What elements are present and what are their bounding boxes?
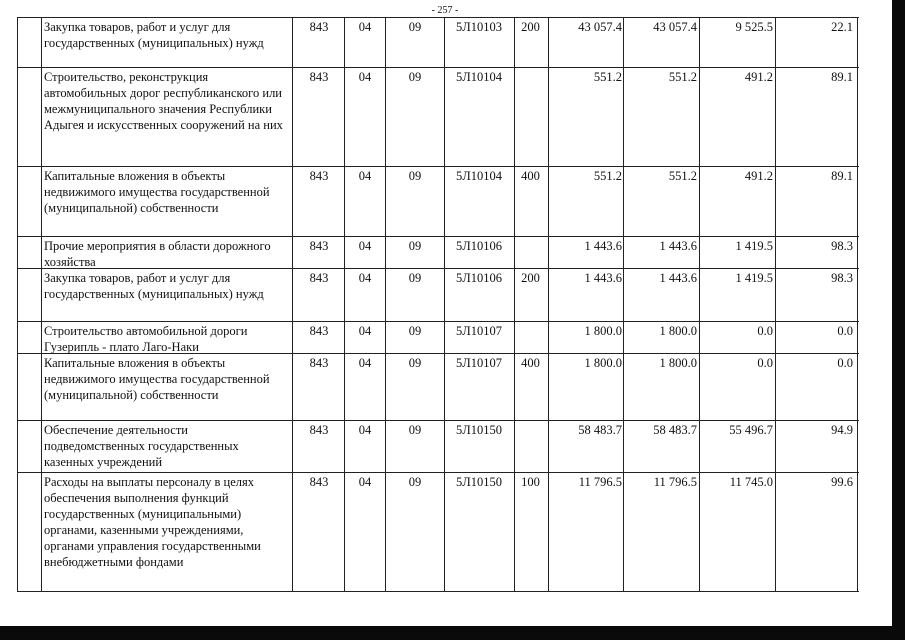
section-code: 04 (358, 475, 372, 489)
subsection-code: 09 (408, 475, 422, 489)
subsection-code: 09 (408, 20, 422, 34)
expense-type-code: 100 (521, 475, 540, 489)
refined-plan-amount: 1 800.0 (659, 356, 697, 370)
refined-plan-amount: 1 443.6 (659, 271, 697, 285)
row-divider (17, 472, 859, 473)
admin-code: 843 (309, 475, 329, 489)
plan-amount: 1 800.0 (584, 324, 622, 338)
plan-amount: 43 057.4 (578, 20, 622, 34)
row-name: Прочие мероприятия в области дорожного хозяйства (44, 239, 271, 269)
execution-percent: 99.6 (831, 475, 853, 489)
plan-amount: 551.2 (593, 70, 622, 84)
refined-plan-amount: 551.2 (668, 169, 697, 183)
subsection-code: 09 (408, 324, 422, 338)
actual-amount: 491.2 (744, 70, 773, 84)
execution-percent: 89.1 (831, 70, 853, 84)
expense-type-code: 400 (521, 169, 540, 183)
execution-percent: 89.1 (831, 169, 853, 183)
admin-code: 843 (309, 239, 329, 253)
row-name: Строительство, реконструкция автомобильных дорог республиканского или межмуниципального значения Республики Адыгея и искусственных сооружений на них (44, 70, 283, 132)
row-name: Расходы на выплаты персоналу в целях обеспечения выполнения функций государственных (муниципальными) органами, казенными учреждениями, органами управления государственными внебюджетными фондами (44, 475, 261, 569)
admin-code: 843 (309, 70, 329, 84)
row-name: Закупка товаров, работ и услуг для государственных (муниципальных) нужд (44, 271, 264, 301)
target-article-code: 5Л10104 (456, 70, 502, 84)
expense-type-code: 400 (521, 356, 540, 370)
admin-code: 843 (309, 423, 329, 437)
section-code: 04 (358, 423, 372, 437)
execution-percent: 0.0 (837, 356, 853, 370)
row-divider (17, 420, 859, 421)
target-article-code: 5Л10107 (456, 324, 502, 338)
actual-amount: 491.2 (744, 169, 773, 183)
row-name: Строительство автомобильной дороги Гузерипль - плато Лаго-Наки (44, 324, 248, 354)
row-name: Капитальные вложения в объекты недвижимого имущества государственной (муниципальной) собственности (44, 356, 270, 402)
section-code: 04 (358, 20, 372, 34)
column-divider (344, 17, 345, 592)
row-divider (17, 17, 859, 18)
table-border-right (857, 17, 858, 592)
column-divider (444, 17, 445, 592)
admin-code: 843 (309, 169, 329, 183)
actual-amount: 0.0 (757, 324, 773, 338)
subsection-code: 09 (408, 70, 422, 84)
section-code: 04 (358, 169, 372, 183)
refined-plan-amount: 1 800.0 (659, 324, 697, 338)
actual-amount: 1 419.5 (735, 271, 773, 285)
expense-type-code: 200 (521, 20, 540, 34)
row-divider (17, 321, 859, 322)
section-code: 04 (358, 324, 372, 338)
target-article-code: 5Л10104 (456, 169, 502, 183)
section-code: 04 (358, 239, 372, 253)
plan-amount: 551.2 (593, 169, 622, 183)
target-article-code: 5Л10150 (456, 423, 502, 437)
plan-amount: 1 443.6 (584, 271, 622, 285)
row-divider (17, 236, 859, 237)
target-article-code: 5Л10107 (456, 356, 502, 370)
scan-border-bottom (0, 626, 905, 640)
table-border-left (17, 17, 18, 592)
table-border-bottom (17, 591, 859, 592)
subsection-code: 09 (408, 423, 422, 437)
section-code: 04 (358, 70, 372, 84)
page-number: - 257 - (431, 5, 459, 16)
subsection-code: 09 (408, 239, 422, 253)
execution-percent: 22.1 (831, 20, 853, 34)
plan-amount: 11 796.5 (578, 475, 622, 489)
column-divider (699, 17, 700, 592)
section-code: 04 (358, 271, 372, 285)
column-divider (623, 17, 624, 592)
section-code: 04 (358, 356, 372, 370)
admin-code: 843 (309, 324, 329, 338)
execution-percent: 0.0 (837, 324, 853, 338)
column-divider (41, 17, 42, 592)
target-article-code: 5Л10106 (456, 239, 502, 253)
execution-percent: 98.3 (831, 271, 853, 285)
target-article-code: 5Л10150 (456, 475, 502, 489)
column-divider (775, 17, 776, 592)
plan-amount: 1 800.0 (584, 356, 622, 370)
row-divider (17, 166, 859, 167)
admin-code: 843 (309, 271, 329, 285)
admin-code: 843 (309, 356, 329, 370)
actual-amount: 55 496.7 (729, 423, 773, 437)
row-name: Капитальные вложения в объекты недвижимого имущества государственной (муниципальной) собственности (44, 169, 270, 215)
expense-type-code: 200 (521, 271, 540, 285)
row-name: Обеспечение деятельности подведомственных государственных казенных учреждений (44, 423, 239, 469)
actual-amount: 0.0 (757, 356, 773, 370)
actual-amount: 1 419.5 (735, 239, 773, 253)
column-divider (548, 17, 549, 592)
subsection-code: 09 (408, 356, 422, 370)
execution-percent: 94.9 (831, 423, 853, 437)
plan-amount: 1 443.6 (584, 239, 622, 253)
column-divider (292, 17, 293, 592)
refined-plan-amount: 551.2 (668, 70, 697, 84)
target-article-code: 5Л10103 (456, 20, 502, 34)
subsection-code: 09 (408, 169, 422, 183)
row-divider (17, 67, 859, 68)
refined-plan-amount: 1 443.6 (659, 239, 697, 253)
refined-plan-amount: 43 057.4 (653, 20, 697, 34)
scan-border-right (892, 0, 905, 640)
actual-amount: 11 745.0 (729, 475, 773, 489)
admin-code: 843 (309, 20, 329, 34)
row-name: Закупка товаров, работ и услуг для государственных (муниципальных) нужд (44, 20, 264, 50)
refined-plan-amount: 11 796.5 (653, 475, 697, 489)
column-divider (514, 17, 515, 592)
target-article-code: 5Л10106 (456, 271, 502, 285)
refined-plan-amount: 58 483.7 (653, 423, 697, 437)
actual-amount: 9 525.5 (735, 20, 773, 34)
execution-percent: 98.3 (831, 239, 853, 253)
plan-amount: 58 483.7 (578, 423, 622, 437)
subsection-code: 09 (408, 271, 422, 285)
column-divider (385, 17, 386, 592)
